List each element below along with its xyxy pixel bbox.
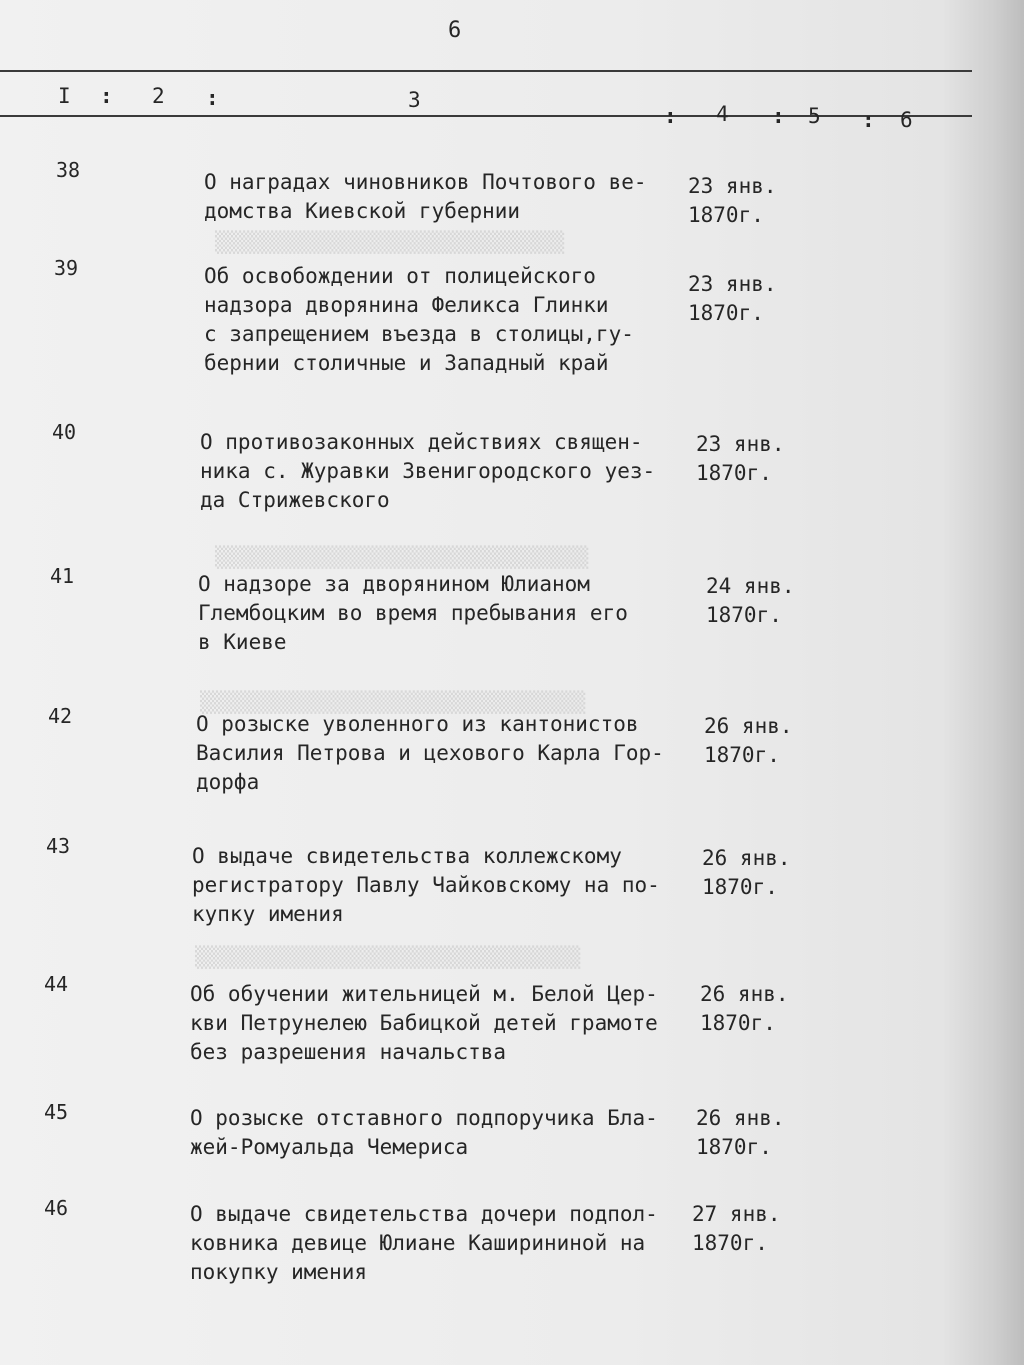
entry-date: 26 янв. 1870г. <box>702 846 791 899</box>
entry-date: 26 янв. 1870г. <box>704 714 793 767</box>
entry-number: 40 <box>52 420 77 444</box>
entry-number: 39 <box>54 256 79 280</box>
column-separator: : <box>772 104 785 128</box>
entry-title: О надзоре за дворянином Юлианом Глембоцким во время пребывания его в Киеве <box>198 572 628 654</box>
column-separator: : <box>664 104 677 128</box>
entry-title: О розыске уволенного из кантонистов Василия Петрова и цехового Карла Гор- дорфа <box>196 712 664 794</box>
column-header-1: I <box>58 84 71 108</box>
entry-number: 43 <box>46 834 71 858</box>
header-rule-top <box>0 70 972 72</box>
entry-number: 45 <box>44 1100 69 1124</box>
bleed-through-texture: ▒▒▒▒▒▒▒▒▒▒▒▒▒▒▒▒▒▒▒▒▒▒▒▒▒▒▒▒▒▒▒ <box>215 545 589 569</box>
entry-title: О розыске отставного подпоручика Бла- жей-Ромуальда Чемериса <box>190 1106 658 1159</box>
entry-title: О наградах чиновников Почтового ве- домства Киевской губернии <box>204 170 647 223</box>
entry-date: 23 янв. 1870г. <box>688 272 777 325</box>
entry-date: 23 янв. 1870г. <box>688 174 777 227</box>
entry-number: 42 <box>48 704 73 728</box>
column-separator: : <box>862 108 875 132</box>
column-header-2: 2 <box>152 84 165 108</box>
entry-date: 23 янв. 1870г. <box>696 432 785 485</box>
column-header-3: 3 <box>408 88 421 112</box>
entry-title: Об обучении жительницей м. Белой Цер- кви Петрунелею Бабицкой детей грамоте без разрешения начальства <box>190 982 658 1064</box>
column-separator: : <box>206 86 219 110</box>
entry-date: 27 янв. 1870г. <box>692 1202 781 1255</box>
page-number: 6 <box>448 18 463 43</box>
header-rule-bottom <box>0 115 972 117</box>
column-separator: : <box>100 84 113 108</box>
bleed-through-texture: ▒▒▒▒▒▒▒▒▒▒▒▒▒▒▒▒▒▒▒▒▒▒▒▒▒▒▒▒▒ <box>215 230 565 254</box>
entry-title: О выдаче свидетельства коллежскому регистратору Павлу Чайковскому на по- купку имения <box>192 844 660 926</box>
entry-date: 26 янв. 1870г. <box>700 982 789 1035</box>
entry-number: 46 <box>44 1196 69 1220</box>
column-header-4: 4 <box>716 102 729 126</box>
column-header-5: 5 <box>808 104 821 128</box>
entry-number: 44 <box>44 972 69 996</box>
bleed-through-texture: ▒▒▒▒▒▒▒▒▒▒▒▒▒▒▒▒▒▒▒▒▒▒▒▒▒▒▒▒▒▒▒▒ <box>195 945 581 969</box>
entry-title: О выдаче свидетельства дочери подпол- ковника девице Юлиане Каширининой на покупку имения <box>190 1202 658 1284</box>
entry-number: 41 <box>50 564 75 588</box>
entry-number: 38 <box>56 158 81 182</box>
entry-title: Об освобождении от полицейского надзора дворянина Феликса Глинки с запрещением въезда в столицы,гу- бернии столичные и Западный край <box>204 264 634 375</box>
entry-title: О противозаконных действиях священ- ника с. Журавки Звенигородского уез- да Стрижевского <box>200 430 656 512</box>
bleed-through-texture: ▒▒▒▒▒▒▒▒▒▒▒▒▒▒▒▒▒▒▒▒▒▒▒▒▒▒▒▒▒▒▒▒ <box>200 690 586 714</box>
entry-date: 24 янв. 1870г. <box>706 574 795 627</box>
entry-date: 26 янв. 1870г. <box>696 1106 785 1159</box>
column-header-6: 6 <box>900 108 913 132</box>
